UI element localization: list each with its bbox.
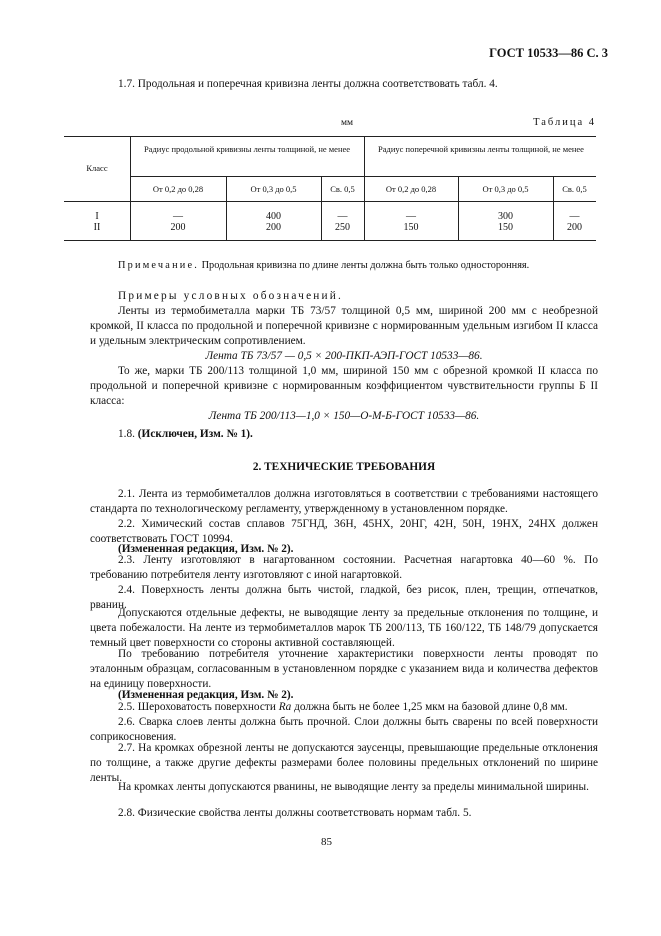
table-group-cross: Радиус поперечной кривизны ленты толщиной, не менее [378, 144, 584, 154]
clause-2-6: 2.6. Сварка слоев ленты должна быть прочной. Слои должны быть сварены по всей поверхности соприкосновения. [90, 716, 598, 743]
revision-note: (Измененная редакция, Изм. № 2). [118, 543, 294, 555]
clause-2-5-end: должна быть не более 1,25 мкм на базовой длине 0,8 мм. [291, 701, 568, 713]
table-subheader: От 0,3 до 0,5 [250, 184, 297, 194]
clause-2-7-edges: На кромках ленты допускаются рванины, не выводящие ленту за пределы минимальной ширины. [118, 781, 589, 793]
table-rule-header [64, 201, 596, 202]
example-1-formula: Лента ТБ 73/57 — 0,5 × 200-ПКП-АЭП-ГОСТ 10533—86. [205, 350, 483, 362]
examples-title: Примеры условных обозначений. [118, 290, 344, 302]
note-label: Примечание. [118, 260, 200, 271]
clause-2-4-defects: Допускаются отдельные дефекты, не выводящие ленту за предельные отклонения по толщине, и цвета побежалости. На ленте из термобиметаллов марок ТБ 200/113, ТБ 160/122, ТБ 148/79 допускается темный цвет поверхности со стороны активной составляющей. [90, 607, 598, 649]
roughness-symbol: Ra [278, 701, 292, 713]
example-2-formula: Лента ТБ 200/113—1,0 × 150—О-М-Б-ГОСТ 10533—86. [208, 410, 480, 422]
clause-2-7: 2.7. На кромках обрезной ленты не допускаются заусенцы, превышающие предельные отклонения по толщине, а также другие дефекты размерами более половины предельных отклонений по ширине ленты. [90, 742, 598, 784]
page-number: 85 [321, 836, 332, 848]
table-cell: — [569, 211, 580, 222]
table-rule-groups [130, 176, 596, 177]
table-cell: 150 [403, 222, 419, 233]
table-cell: 250 [335, 222, 350, 233]
table-rule-top [64, 136, 596, 137]
example-1-text: Ленты из термобиметалла марки ТБ 73/57 толщиной 0,5 мм, шириной 200 мм с необрезной кромкой, II класса по продольной и поперечной кривизне с нормированным удельным изгибом II класса и удельным электрическим сопротивлением. [90, 305, 598, 347]
table-group-long: Радиус продольной кривизны ленты толщиной, не менее [143, 144, 351, 154]
clause-2-3: 2.3. Ленту изготовляют в нагартованном состоянии. Расчетная нагартовка 40—60 %. По требованию потребителя ленту изготовляют с иной нагартовкой. [90, 554, 598, 581]
table-subheader: От 0,3 до 0,5 [482, 184, 529, 194]
table-4 [64, 136, 596, 240]
note-text: Продольная кривизна по длине ленты должна быть только односторонняя. [201, 260, 530, 271]
clause-1-8 [90, 427, 598, 442]
clause-2-5-start: 2.5. Шероховатость поверхности [118, 701, 279, 713]
example-2-text: То же, марки ТБ 200/113 толщиной 1,0 мм, шириной 150 мм с обрезной кромкой II класса по продольной и поперечной кривизне с нормированным коэффициентом чувствительности группы Б II класса: [90, 365, 598, 407]
table-subheader: От 0,2 до 0,28 [152, 184, 204, 194]
table-cell-class: II [93, 222, 101, 233]
table-rule-bottom [64, 240, 596, 241]
table-cell: 200 [266, 222, 281, 233]
table-note [90, 258, 598, 273]
table-unit: мм [341, 118, 354, 128]
table-subheader: От 0,2 до 0,28 [385, 184, 437, 194]
clause-2-5 [90, 700, 598, 715]
table-cell: 150 [498, 222, 513, 233]
table-cell: 200 [567, 222, 582, 233]
table-col-class: Класс [86, 163, 108, 173]
page-header: ГОСТ 10533—86 С. 3 [489, 46, 608, 60]
table-cell: — [337, 211, 348, 222]
table-cell: 400 [266, 211, 281, 222]
clause-1-7: 1.7. Продольная и поперечная кривизна ленты должна соответствовать табл. 4. [118, 78, 498, 90]
table-title: Таблица 4 [533, 117, 596, 128]
clause-2-2: 2.2. Химический состав сплавов 75ГНД, 36Н, 45НХ, 20НГ, 42Н, 50Н, 19НХ, 24НХ должен соответствовать ГОСТ 10994. [90, 518, 598, 545]
table-cell: — [173, 211, 183, 222]
table-cell: 200 [170, 222, 186, 233]
table-subheader: Св. 0,5 [330, 184, 355, 194]
section-2-title: 2. ТЕХНИЧЕСКИЕ ТРЕБОВАНИЯ [252, 461, 436, 473]
clause-2-8: 2.8. Физические свойства ленты должны соответствовать нормам табл. 5. [118, 807, 472, 819]
clause-2-1: 2.1. Лента из термобиметаллов должна изготовляться в соответствии с требованиями настоящего стандарта по технологическому регламенту, утвержденному в установленном порядке. [90, 488, 598, 515]
table-subheader: Св. 0,5 [562, 184, 587, 194]
table-cell: 300 [498, 211, 513, 222]
clause-1-8-number: 1.8. [118, 428, 135, 440]
clause-2-4: 2.4. Поверхность ленты должна быть чистой, гладкой, без рисок, плен, трещин, отпечатков, рванин. [90, 584, 598, 611]
revision-note: (Измененная редакция, Изм. № 2). [118, 689, 294, 701]
table-cell: — [406, 211, 416, 222]
clause-2-4-reference: По требованию потребителя уточнение характеристики поверхности ленты проводят по эталонным образцам, согласованным в установленном порядке с указанием вида и количества дефектов на единицу поверхности. [90, 648, 598, 690]
table-cell-class: I [95, 211, 99, 222]
clause-1-8-status: (Исключен, Изм. № 1). [137, 428, 253, 440]
